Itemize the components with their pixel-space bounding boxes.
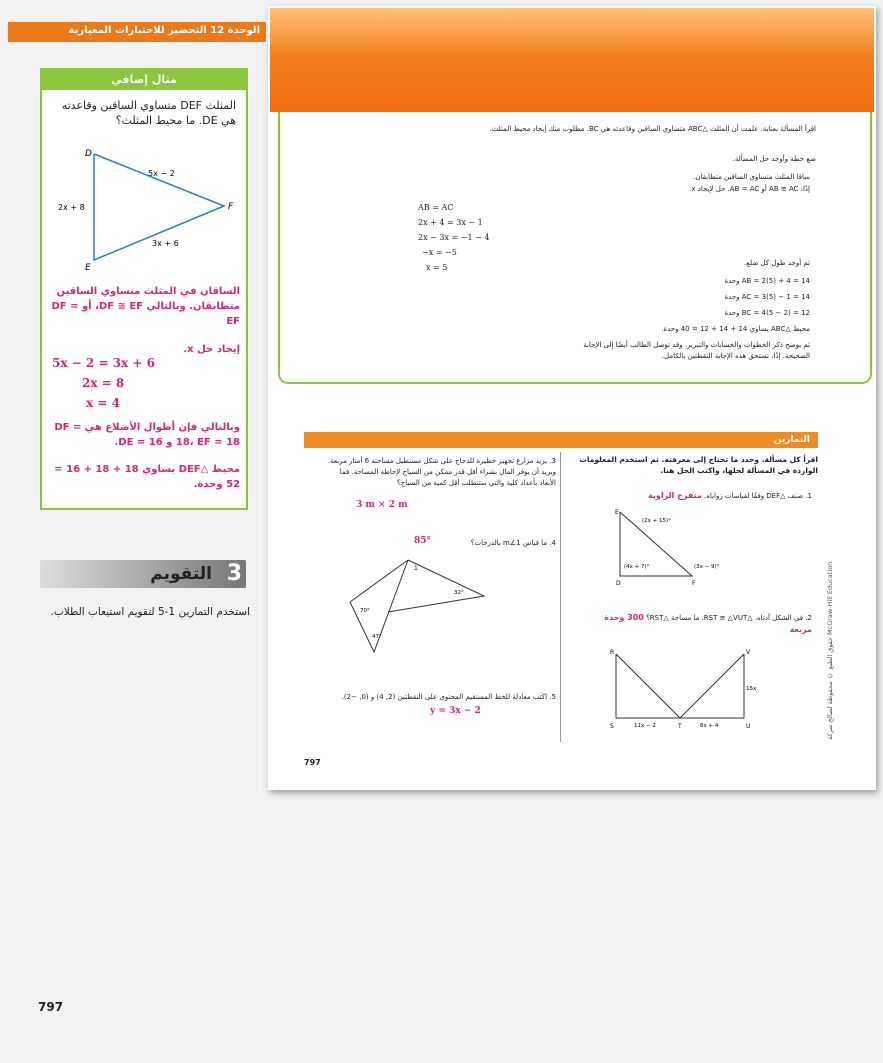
example-solution-3: وبالتالي فإن أطوال الأضلاع هي DF = 18، EF = 18 و DE = 16. (54, 422, 240, 448)
intro-solve: إذًا، AB ≅ AC أو AB = AC. حل لإيجاد x. (689, 185, 810, 193)
intro-read: اقرأ المسألة بعناية. علمت أن المثلث △ABC متساوي الساقين وقاعدته هي BC. مطلوب منك إيجاد محيط المثلث. (489, 125, 816, 133)
q2-triangle-rst (616, 654, 680, 718)
work-equations (418, 200, 489, 275)
label-de: 2x + 8 (58, 203, 85, 212)
q4-triangle-right (388, 560, 484, 612)
triangle-def-figure (52, 146, 242, 276)
work-eq-1: AB = AC (418, 203, 454, 212)
q5-number: 5. (549, 693, 556, 701)
evaluation-heading (40, 560, 246, 588)
example-solution-1: الساقان في المثلث متساوي الساقين متطابقان. وبالتالي DF ≅ EF، أو DF = EF (51, 286, 240, 327)
q2-number: 2. (805, 614, 812, 622)
q1-answer: منفرج الزاوية (648, 491, 702, 500)
q3-answer: 3 m × 2 m (356, 500, 408, 510)
sidebar-header-band (8, 22, 266, 42)
evaluation-description: استخدم التمارين 1-5 لتقويم استيعاب الطلاب. (50, 606, 250, 618)
example-equation-2: 2x = 8 (82, 376, 125, 390)
q2-vertex-v: V (746, 649, 751, 656)
q1-angle-f: (3x − 9)° (694, 564, 720, 570)
q2-label-uv: 15x (746, 686, 757, 692)
evaluation-title: التقويم (150, 564, 212, 584)
q4-angle-70: 70° (360, 608, 370, 614)
q2-vertex-s: S (610, 723, 614, 730)
q4-number: 4. (549, 539, 556, 547)
copyright-side-note: حقوق الطبع © محفوظة لصالح شركة McGraw-Hill Education (826, 561, 834, 740)
label-df: 5x − 2 (148, 169, 175, 178)
q4-answer: 85° (414, 536, 432, 546)
scoring-tip: ثم يوضح ذكر الخطوات والحسابات والتبرير. وقد توصل الطالب أيضًا إلى الإجابة الصحيحة. إذًا، تستحق هذه الإجابة النقطتين بالكامل. (583, 341, 810, 360)
q2-text (600, 612, 812, 636)
q2-triangles-figure (600, 646, 800, 734)
example-equation-1: 5x − 2 = 3x + 6 (52, 356, 155, 370)
q2-answer: 300 وحدة مربعة (604, 613, 812, 634)
example-header: مثال إضافي (42, 70, 246, 90)
q4-angle-47: 47° (372, 634, 382, 640)
q4-angle-1: 1 (414, 565, 418, 572)
q2-label-st: 11x − 2 (634, 723, 656, 729)
q4-angles-figure (344, 554, 494, 660)
page-number: 797 (38, 1000, 64, 1014)
practice-divider (560, 452, 561, 742)
example-solution-2: إيجاد حل x. (183, 344, 240, 355)
work-eq-2: 2x + 4 = 3x − 1 (418, 218, 483, 227)
inner-page-number: 797 (304, 758, 321, 767)
perimeter-line: محيط △ABC يساوي 14 + 14 + 12 = 40 وحدة. (661, 325, 810, 333)
sidebar-band-title: الوحدة 12 التحضير للاختبارات المعيارية (68, 25, 260, 36)
page-top-band (270, 8, 874, 112)
work-eq-4: −x = −5 (422, 248, 457, 257)
side-ab: AB = 2(5) + 4 = 14 وحدة (724, 277, 810, 285)
q2-triangle-vut (680, 654, 744, 718)
vertex-e: E (85, 263, 91, 273)
q2-vertex-t: T (678, 723, 682, 730)
q1-number: 1. (805, 492, 812, 500)
q2-question: في الشكل أدناه، △RST ≅ △VUT. ما مساحة △RST؟ (646, 614, 804, 622)
q1-vertex-e: E (615, 509, 619, 516)
q1-text (600, 490, 812, 502)
vertex-f: F (228, 202, 234, 212)
q3-number: 3. (549, 457, 556, 465)
example-solution-4: محيط △DEF يساوي 18 + 18 + 16 = 52 وحدة. (54, 464, 240, 490)
q1-vertex-f: F (692, 580, 696, 587)
example-question: المثلث DEF متساوي الساقين وقاعدته هي DE. ما محيط المثلث؟ (61, 99, 236, 127)
q1-triangle-figure (608, 506, 738, 588)
q5-answer: y = 3x − 2 (430, 706, 481, 716)
q5-question: اكتب معادلة للخط المستقيم المحتوي على النقطتين (2, 4) و (0, −2). (341, 693, 548, 701)
label-ef: 3x + 6 (152, 239, 179, 248)
sides-intro: ثم أوجد طول كل ضلع. (744, 259, 810, 267)
q1-angle-d: (4x + 7)° (624, 564, 650, 570)
q1-angle-e: (2x + 15)° (642, 518, 671, 524)
q2-vertex-u: U (746, 723, 751, 730)
practice-header: التمارين (304, 432, 818, 448)
work-eq-3: 2x − 3x = −1 − 4 (418, 233, 490, 242)
practice-instructions: اقرأ كل مسألة. وحدد ما تحتاج إلى معرفته. ثم استخدم المعلومات الواردة في المسألة لحلها، واكتب الحل هنا. (579, 455, 818, 475)
vertex-d: D (85, 149, 92, 159)
q2-label-tu: 8x + 4 (700, 723, 719, 729)
q1-vertex-d: D (616, 580, 621, 587)
intro-plan: ضع خطة وأوجد حل المسألة. (732, 155, 816, 163)
additional-example-box (40, 68, 248, 510)
q3-text (322, 456, 556, 489)
q1-question: صنف △DEF وفقًا لقياسات زواياه. (704, 492, 804, 500)
intro-legs: ساقا المثلث متساوي الساقين متطابقان. (693, 173, 810, 181)
q2-vertex-r: R (610, 649, 615, 656)
example-equation-3: x = 4 (86, 396, 120, 410)
side-ac: AC = 3(5) − 1 = 14 وحدة (724, 293, 810, 301)
q4-angle-32: 32° (454, 590, 464, 596)
q3-question: يريد مزارع تجهيز حظيرة للدجاج على شكل مستطيل مساحته 6 أمتار مربعة. ويريد أن يوفر المال بشراء أقل قدر ممكن من السياج لإحاطة المساحة. فما الأبعاد بأعداد كلية والتي ستتطلب أقل كمية من السياج؟ (327, 457, 556, 487)
side-bc: BC = 4(5 − 2) = 12 وحدة (724, 309, 810, 317)
q4-question: ما قياس m∠1 بالدرجات؟ (470, 539, 548, 547)
q5-text (330, 692, 556, 703)
work-eq-5: x = 5 (426, 263, 448, 272)
evaluation-number: 3 (226, 561, 242, 586)
q4-text (414, 538, 556, 549)
